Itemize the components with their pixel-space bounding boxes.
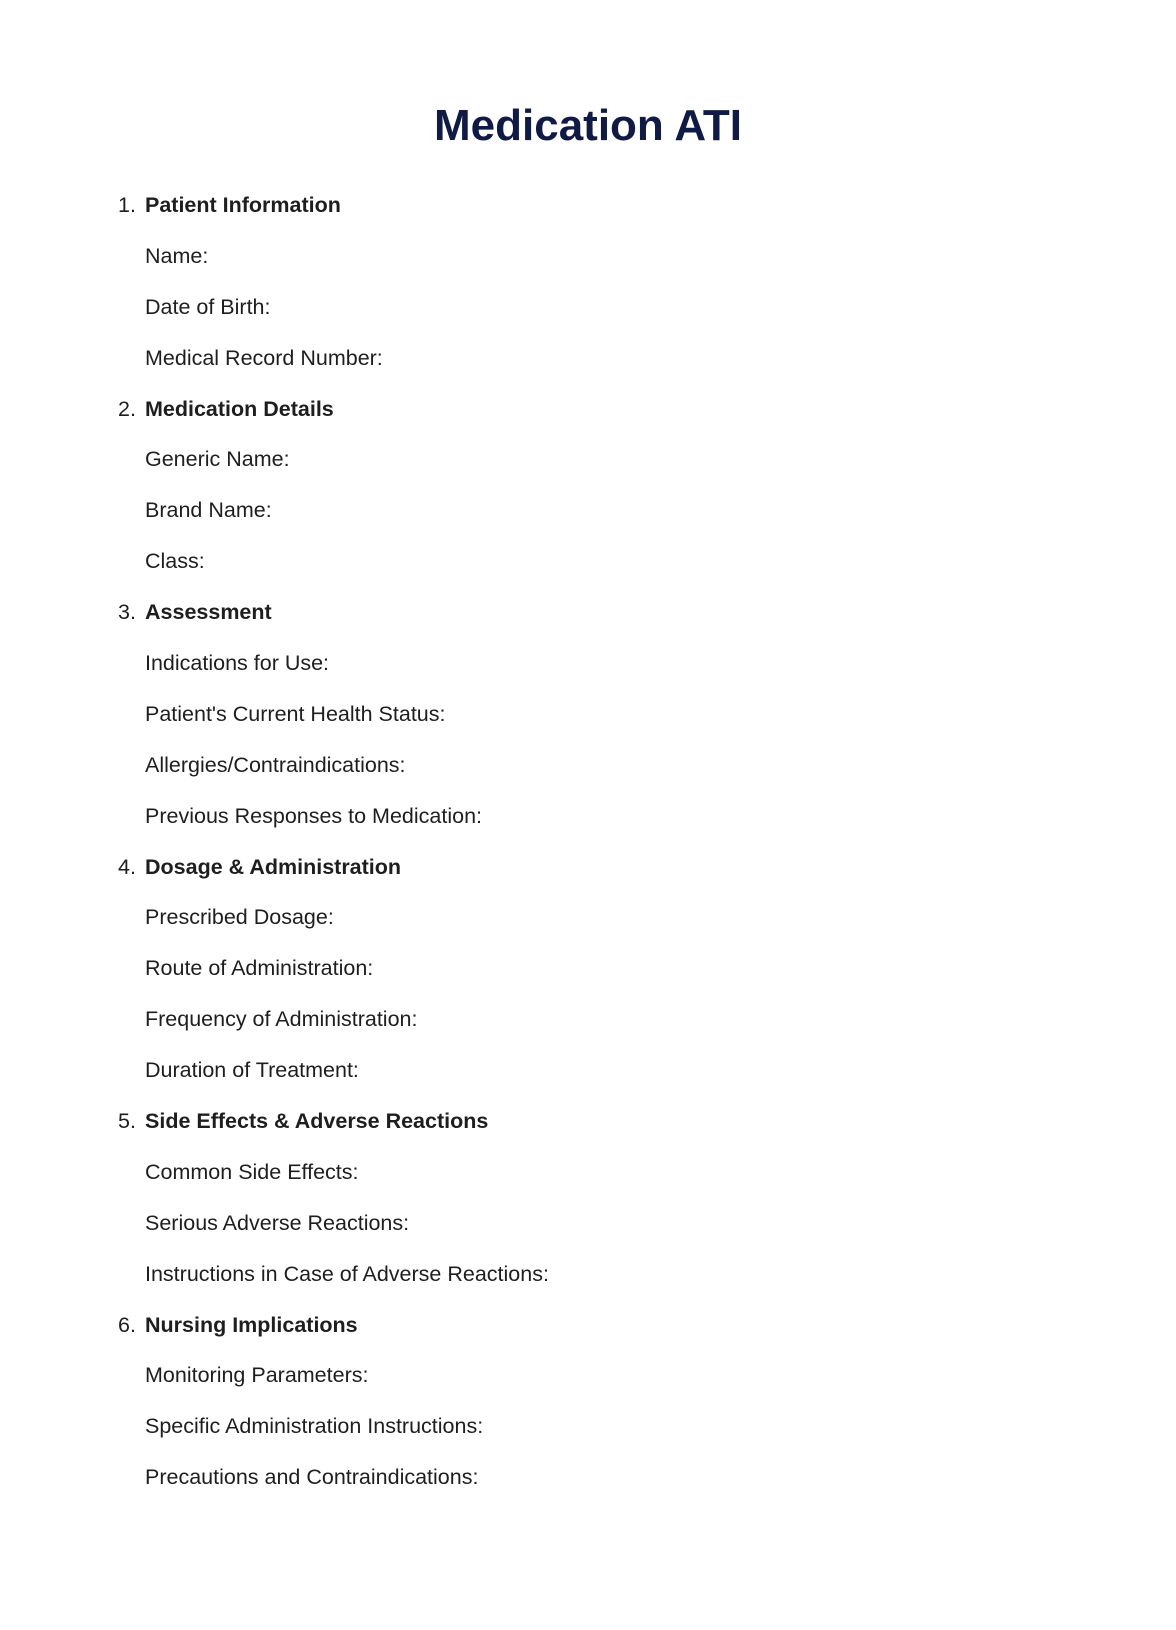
section-title: Side Effects & Adverse Reactions — [145, 1109, 489, 1134]
section-patient-information — [0, 190, 1176, 394]
field-administration-instructions — [0, 1411, 1176, 1462]
field-label: Monitoring Parameters: — [145, 1363, 369, 1388]
section-number: 2. — [118, 396, 136, 421]
field-indications-for-use — [0, 648, 1176, 699]
section-title: Medication Details — [145, 396, 334, 421]
section-number: 1. — [118, 193, 136, 217]
field-list — [0, 902, 1176, 1106]
section-medication-details — [0, 394, 1176, 598]
field-frequency-of-administration — [0, 1004, 1176, 1055]
section-heading — [0, 597, 1176, 648]
section-heading — [0, 1106, 1176, 1157]
field-label: Patient's Current Health Status: — [145, 701, 446, 726]
field-medical-record-number — [0, 343, 1176, 394]
field-list — [0, 241, 1176, 394]
section-number: 6. — [118, 1312, 136, 1337]
field-duration-of-treatment — [0, 1055, 1176, 1106]
field-list — [0, 1157, 1176, 1310]
field-adverse-reaction-instructions — [0, 1259, 1176, 1310]
section-assessment — [0, 597, 1176, 851]
field-common-side-effects — [0, 1157, 1176, 1208]
section-title: Assessment — [145, 600, 272, 625]
section-side-effects — [0, 1106, 1176, 1310]
field-label: Date of Birth: — [145, 294, 271, 319]
field-allergies-contraindications — [0, 750, 1176, 801]
section-nursing-implications — [0, 1310, 1176, 1514]
field-list — [0, 1360, 1176, 1513]
field-list — [0, 444, 1176, 597]
field-generic-name — [0, 444, 1176, 495]
section-title: Dosage & Administration — [145, 854, 402, 879]
section-heading — [0, 1310, 1176, 1361]
field-name — [0, 241, 1176, 292]
field-label: Specific Administration Instructions: — [145, 1414, 484, 1439]
field-prescribed-dosage — [0, 902, 1176, 953]
field-monitoring-parameters — [0, 1360, 1176, 1411]
section-number: 5. — [118, 1109, 136, 1134]
section-title: Nursing Implications — [145, 1312, 358, 1337]
section-heading — [0, 190, 1176, 241]
field-serious-adverse-reactions — [0, 1208, 1176, 1259]
field-label: Prescribed Dosage: — [145, 905, 334, 930]
field-date-of-birth — [0, 292, 1176, 343]
field-label: Frequency of Administration: — [145, 1007, 418, 1032]
field-label: Class: — [145, 549, 205, 574]
field-previous-responses — [0, 801, 1176, 852]
field-label: Indications for Use: — [145, 651, 330, 676]
field-label: Generic Name: — [145, 447, 290, 472]
field-label: Common Side Effects: — [145, 1159, 359, 1184]
field-label: Instructions in Case of Adverse Reactions: — [145, 1261, 549, 1286]
section-heading — [0, 852, 1176, 903]
field-precautions-contraindications — [0, 1462, 1176, 1513]
section-dosage-administration — [0, 852, 1176, 1106]
section-number: 4. — [118, 854, 136, 879]
field-route-of-administration — [0, 953, 1176, 1004]
field-list — [0, 648, 1176, 852]
field-class — [0, 546, 1176, 597]
section-title: Patient Information — [145, 193, 341, 217]
field-label: Name: — [145, 243, 209, 268]
page-title: Medication ATI — [434, 101, 742, 150]
field-label: Medical Record Number: — [145, 345, 383, 370]
section-list — [0, 190, 1176, 1513]
field-label: Allergies/Contraindications: — [145, 752, 406, 777]
field-label: Route of Administration: — [145, 956, 374, 981]
field-label: Serious Adverse Reactions: — [145, 1210, 410, 1235]
section-number: 3. — [118, 600, 136, 625]
field-brand-name — [0, 495, 1176, 546]
section-heading — [0, 394, 1176, 445]
field-label: Precautions and Contraindications: — [145, 1465, 479, 1490]
field-current-health-status — [0, 699, 1176, 750]
field-label: Previous Responses to Medication: — [145, 803, 483, 828]
field-label: Brand Name: — [145, 498, 272, 523]
field-label: Duration of Treatment: — [145, 1058, 359, 1083]
